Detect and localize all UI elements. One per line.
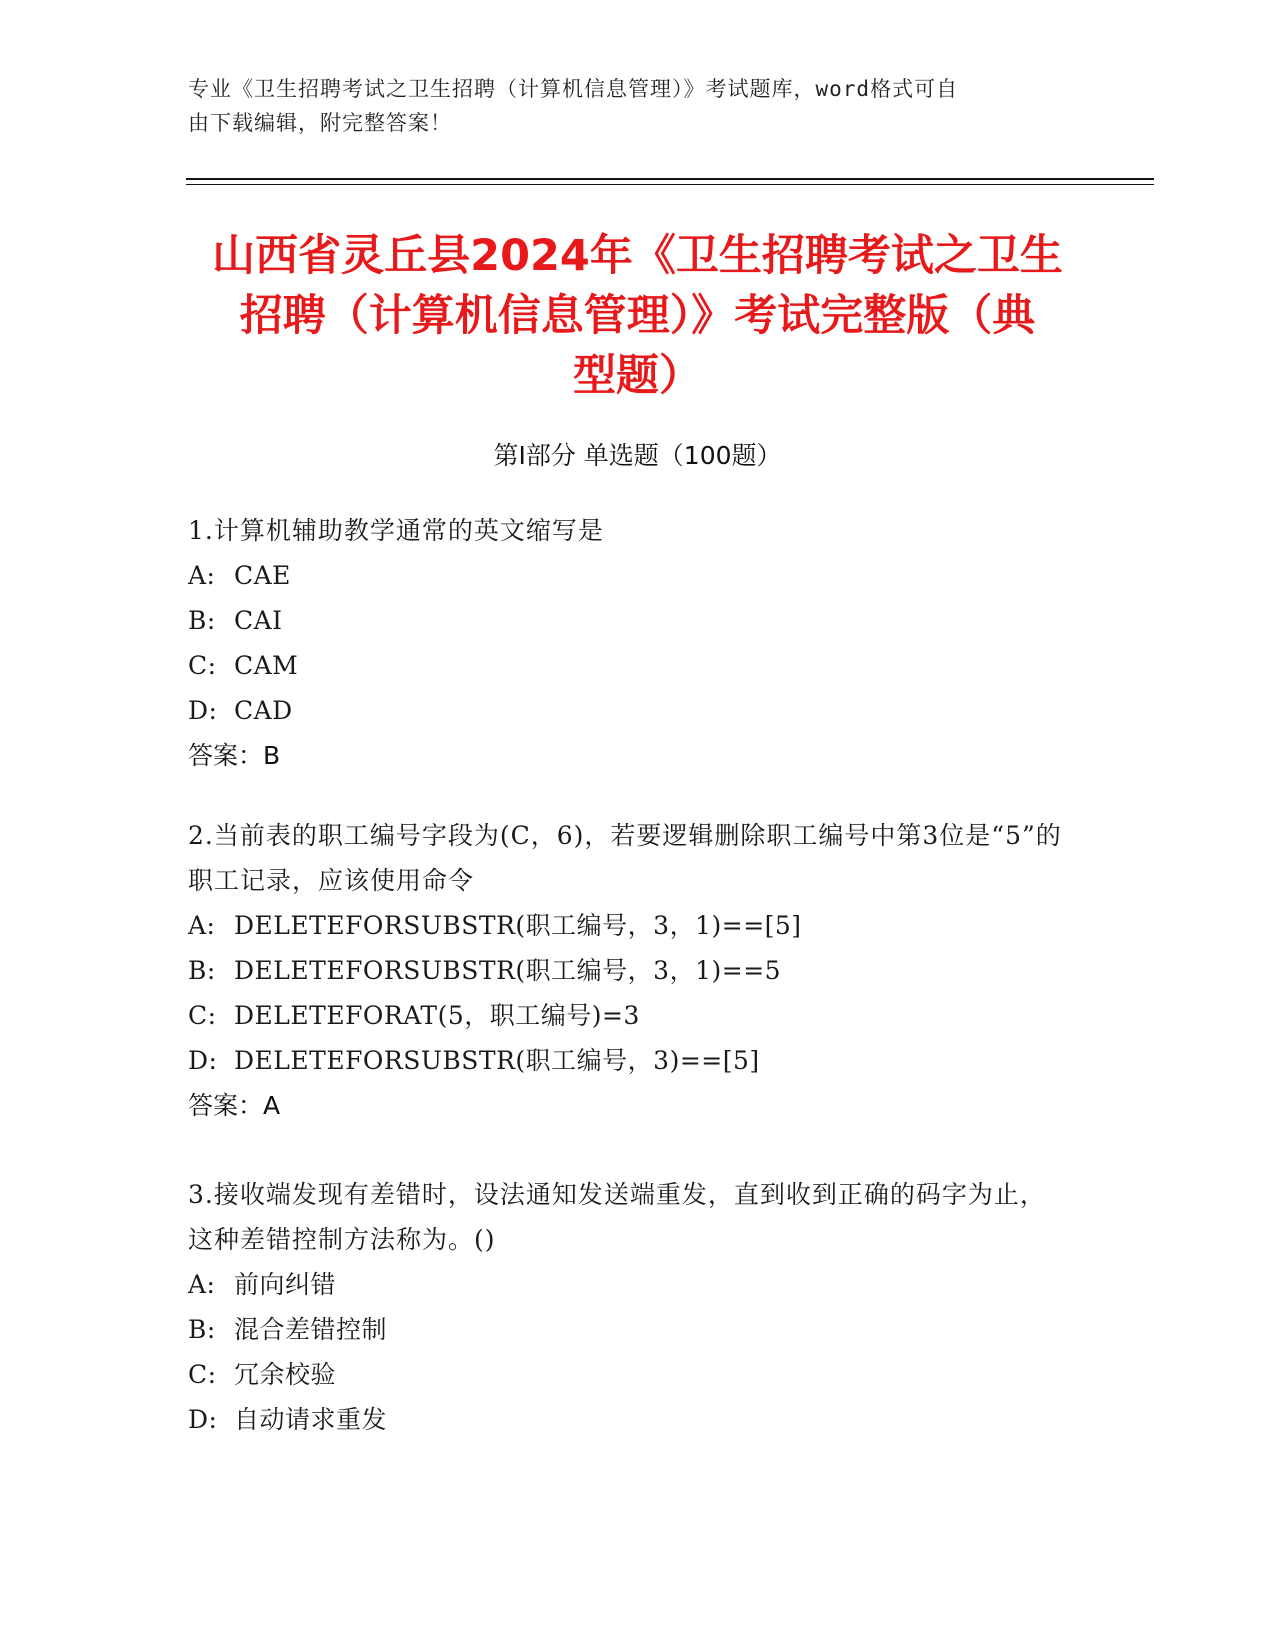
document-title-line-3: 型题） (573, 351, 702, 401)
option-letter: A: (188, 561, 216, 590)
header-note-line-2: 由下载编辑，附完整答案！ (188, 111, 452, 135)
header-divider-thick (186, 178, 1154, 180)
option-text: CAM (234, 651, 299, 680)
option-letter: C: (188, 651, 217, 680)
option-text: CAI (234, 606, 283, 635)
question-stem: 2.当前表的职工编号字段为(C，6)，若要逻辑删除职工编号中第3位是“5”的职工记录，应该使用命令 (188, 821, 1062, 895)
option-a (188, 903, 1068, 948)
option-letter: D: (188, 1046, 218, 1075)
option-text: 前向纠错 (234, 1270, 337, 1299)
option-c (188, 1352, 1068, 1397)
option-letter: D: (188, 1405, 218, 1434)
option-a (188, 553, 1068, 598)
question-1 (188, 508, 1068, 778)
option-letter: A: (188, 1270, 216, 1299)
option-b (188, 948, 1068, 993)
option-letter: D: (188, 696, 218, 725)
option-d (188, 688, 1068, 733)
option-letter: C: (188, 1001, 217, 1030)
option-text: 混合差错控制 (234, 1315, 388, 1344)
header-note (188, 72, 1088, 140)
answer-line: 答案：B (188, 741, 281, 770)
document-title (160, 226, 1115, 406)
option-b (188, 598, 1068, 643)
answer-line: 答案：A (188, 1091, 281, 1120)
option-text: DELETEFORSUBSTR(职工编号，3)==[5] (234, 1046, 760, 1075)
option-text: DELETEFORSUBSTR(职工编号，3，1)==[5] (234, 911, 802, 940)
option-c (188, 993, 1068, 1038)
question-2 (188, 813, 1068, 1128)
option-letter: A: (188, 911, 216, 940)
option-c (188, 643, 1068, 688)
option-letter: B: (188, 1315, 216, 1344)
option-d (188, 1038, 1068, 1083)
question-stem: 1.计算机辅助教学通常的英文缩写是 (188, 516, 604, 545)
option-d (188, 1397, 1068, 1442)
option-a (188, 1262, 1068, 1307)
document-title-line-1: 山西省灵丘县2024年《卫生招聘考试之卫生 (212, 231, 1063, 281)
option-letter: B: (188, 956, 216, 985)
header-note-line-1: 专业《卫生招聘考试之卫生招聘（计算机信息管理）》考试题库，word格式可自 (188, 77, 959, 101)
header-divider-thin (186, 184, 1154, 185)
question-3 (188, 1172, 1068, 1442)
option-b (188, 1307, 1068, 1352)
option-text: CAD (234, 696, 293, 725)
option-letter: B: (188, 606, 216, 635)
section-heading: 第Ⅰ部分 单选题（100题） (493, 441, 782, 470)
option-text: 自动请求重发 (234, 1405, 388, 1434)
option-text: CAE (234, 561, 291, 590)
option-text: 冗余校验 (234, 1360, 337, 1389)
option-text: DELETEFORSUBSTR(职工编号，3，1)==5 (234, 956, 782, 985)
document-title-line-2: 招聘（计算机信息管理）》考试完整版（典 (239, 291, 1036, 341)
question-stem: 3.接收端发现有差错时，设法通知发送端重发，直到收到正确的码字为止，这种差错控制方法称为。() (188, 1180, 1046, 1254)
option-text: DELETEFORAT(5，职工编号)=3 (234, 1001, 640, 1030)
option-letter: C: (188, 1360, 217, 1389)
